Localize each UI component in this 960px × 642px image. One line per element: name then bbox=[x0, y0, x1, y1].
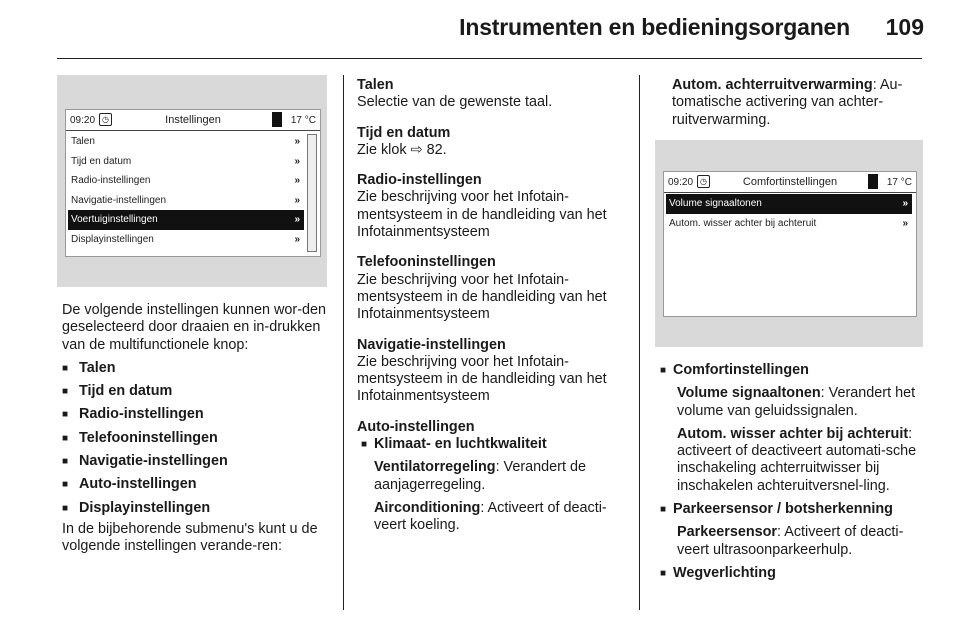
setting-description: Autom. wisser achter bij achteruit: activeert of deactiveert automati-sche inschakeling achterruitwisser bij inschakelen achteruitversnel-ling. bbox=[677, 425, 917, 494]
list-item: ■ Tijd en datum bbox=[62, 383, 330, 400]
column-3 bbox=[672, 77, 932, 129]
list-item: ■ Wegverlichting bbox=[660, 565, 930, 582]
column-1 bbox=[62, 302, 330, 556]
chevron-right-icon: » bbox=[294, 194, 300, 206]
screen-time: 09:20 bbox=[70, 115, 96, 126]
section-heading: Telefooninstellingen bbox=[357, 254, 496, 271]
menu-item-label: Voertuiginstellingen bbox=[71, 214, 158, 225]
menu-item-talen[interactable] bbox=[68, 132, 304, 152]
section-heading: Auto-instellingen bbox=[357, 418, 475, 435]
section-text: Zie beschrijving voor het Infotain-mentsysteem in de handleiding van het Infotainmentsysteem bbox=[357, 271, 607, 323]
chevron-right-icon: » bbox=[294, 175, 300, 186]
menu-item-label: Autom. wisser achter bij achteruit bbox=[669, 217, 817, 229]
menu-item-tijd[interactable] bbox=[68, 152, 304, 172]
clock-icon: ◷ bbox=[99, 113, 112, 126]
setting-description: Parkeersensor: Activeert of deacti-veert ultrasoonparkeerhulp. bbox=[677, 524, 904, 558]
header-rule bbox=[57, 58, 922, 59]
screen-status-bar bbox=[66, 110, 320, 131]
column-divider bbox=[343, 75, 344, 610]
list-item: ■ Auto-instellingen bbox=[62, 476, 330, 493]
list-item: ■ Radio-instellingen bbox=[62, 406, 330, 423]
menu-item-label: Radio-instellingen bbox=[71, 175, 151, 186]
menu-item-label: Talen bbox=[71, 136, 95, 147]
setting-description: Ventilatorregeling: Verandert de aanjagerregeling. bbox=[374, 459, 586, 493]
header-title: Instrumenten en bedieningsorganen bbox=[459, 14, 850, 40]
section-text: Selectie van de gewenste taal. bbox=[357, 94, 553, 111]
page-number: 109 bbox=[885, 14, 924, 40]
scrollbar[interactable] bbox=[307, 134, 317, 252]
display-screen bbox=[65, 109, 321, 257]
chevron-right-icon: » bbox=[294, 233, 300, 245]
list-item: ■ Navigatie-instellingen bbox=[62, 453, 330, 470]
menu-item-label: Displayinstellingen bbox=[71, 233, 154, 245]
menu-list bbox=[666, 194, 912, 233]
chevron-right-icon: » bbox=[294, 155, 300, 167]
column-3-lower bbox=[660, 362, 930, 582]
section-heading: Tijd en datum bbox=[357, 124, 451, 141]
outro-text: In de bijbehorende submenu's kunt u de volgende instellingen verande-ren: bbox=[62, 520, 318, 555]
list-item: ■ Klimaat- en luchtkwaliteit bbox=[361, 436, 632, 453]
page-ref-icon: ⇨ bbox=[410, 141, 423, 158]
screenshot-settings bbox=[57, 75, 327, 287]
menu-item-label: Navigatie-instellingen bbox=[71, 194, 167, 206]
menu-item-voertuig[interactable] bbox=[68, 210, 304, 230]
screen-temperature: 17 °C bbox=[886, 177, 912, 188]
section-heading: Radio-instellingen bbox=[357, 172, 482, 189]
section-text: Zie klok ⇨ 82. bbox=[357, 141, 447, 158]
clock-icon: ◷ bbox=[697, 175, 710, 188]
screen-title: Instellingen bbox=[165, 114, 221, 126]
column-divider bbox=[639, 75, 640, 610]
chevron-right-icon: » bbox=[294, 136, 300, 147]
display-screen bbox=[663, 171, 917, 317]
screen-temperature: 17 °C bbox=[290, 115, 316, 126]
setting-description: Airconditioning: Activeert of deacti-veert koeling. bbox=[374, 499, 607, 534]
chevron-right-icon: » bbox=[294, 214, 300, 225]
section-text: Zie beschrijving voor het Infotain-mentsysteem in de handleiding van het Infotainmentsysteem bbox=[357, 189, 607, 241]
screen-title: Comfortinstellingen bbox=[742, 176, 838, 188]
menu-item-wisser[interactable] bbox=[666, 214, 912, 234]
column-2 bbox=[357, 77, 632, 535]
list-item: ■ Comfortinstellingen bbox=[660, 362, 930, 379]
screen-time: 09:20 bbox=[668, 177, 694, 188]
menu-item-label: Volume signaaltonen bbox=[669, 198, 762, 209]
screen-status-bar bbox=[664, 172, 916, 193]
section-heading: Navigatie-instellingen bbox=[357, 336, 506, 353]
list-item: ■ Talen bbox=[62, 360, 330, 377]
menu-item-label: Tijd en datum bbox=[71, 155, 132, 167]
thermometer-icon bbox=[272, 112, 282, 127]
menu-item-volume[interactable] bbox=[666, 194, 912, 214]
setting-description: Autom. achterruitverwarming: Au-tomatische activering van achter-ruitverwarming. bbox=[672, 77, 903, 128]
menu-item-navigatie[interactable] bbox=[68, 191, 304, 211]
menu-item-radio[interactable] bbox=[68, 171, 304, 191]
chevron-right-icon: » bbox=[902, 198, 908, 209]
menu-list bbox=[68, 132, 304, 249]
menu-item-display[interactable] bbox=[68, 230, 304, 250]
list-item: ■ Displayinstellingen bbox=[62, 500, 330, 517]
screenshot-comfort bbox=[655, 140, 923, 347]
section-text: Zie beschrijving voor het Infotain-mentsysteem in de handleiding van het Infotainmentsysteem bbox=[357, 353, 607, 405]
thermometer-icon bbox=[868, 174, 878, 189]
section-heading: Talen bbox=[357, 77, 394, 93]
setting-description: Volume signaaltonen: Verandert het volume van geluidssignalen. bbox=[677, 385, 916, 419]
list-item: ■ Telefooninstellingen bbox=[62, 430, 330, 447]
list-item: ■ Parkeersensor / botsherkenning bbox=[660, 501, 930, 518]
chevron-right-icon: » bbox=[902, 217, 908, 229]
intro-text: De volgende instellingen kunnen wor-den geselecteerd door draaien en in-drukken van de multifunctionele knop: bbox=[62, 302, 327, 353]
